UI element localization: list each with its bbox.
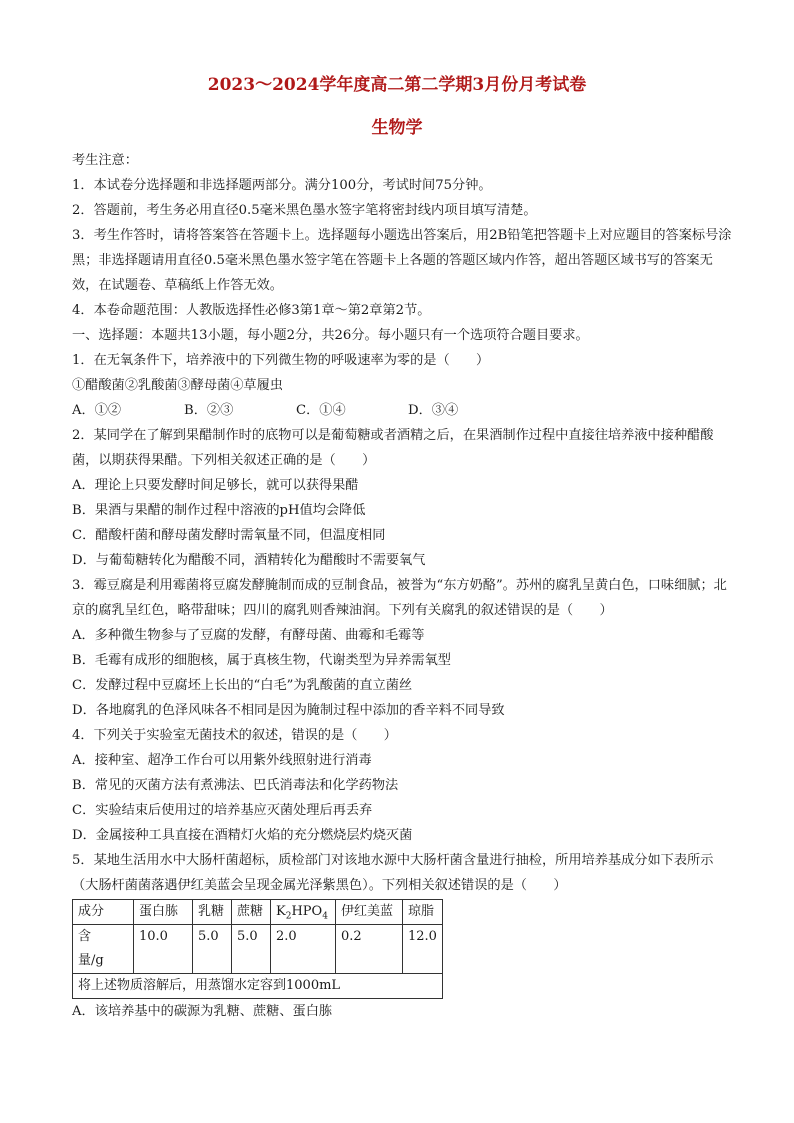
formula-sub: 2	[285, 911, 292, 922]
table-cell: 2.0	[271, 925, 336, 974]
option-c: C．实验结束后使用过的培养基应灭菌处理后再丢弃	[72, 803, 373, 818]
option-b: B．②③	[184, 403, 234, 418]
medium-composition-table	[72, 899, 443, 999]
table-header-row	[73, 900, 443, 925]
question-1-options	[72, 398, 732, 423]
question-5-stem: 5．某地生活用水中大肠杆菌超标，质检部门对该地水源中大肠杆菌含量进行抽检，所用培养基成分如下表所示（大肠杆菌菌落遇伊红美蓝会呈现金属光泽紫黑色）。下列相关叙述错误的是（ ）	[72, 853, 714, 893]
option-c: C．①④	[296, 403, 346, 418]
option-a: A．接种室、超净工作台可以用紫外线照射进行消毒	[72, 753, 372, 768]
option-d: D．各地腐乳的色泽风味各不相同是因为腌制过程中添加的香辛料不同导致	[72, 703, 505, 718]
option-a: A．理论上只要发酵时间足够长，就可以获得果醋	[72, 478, 359, 493]
table-footer: 将上述物质溶解后，用蒸馏水定容到1000mL	[73, 974, 443, 999]
option-a: A．多种微生物参与了豆腐的发酵，有酵母菌、曲霉和毛霉等	[72, 628, 425, 643]
exam-body	[72, 148, 732, 1024]
table-cell: 0.2	[336, 925, 403, 974]
note-item: 1．本试卷分选择题和非选择题两部分。满分100分，考试时间75分钟。	[72, 178, 492, 193]
option-c: C．发酵过程中豆腐坯上长出的“白毛”为乳酸菌的直立菌丝	[72, 678, 413, 693]
note-item: 4．本卷命题范围：人教版选择性必修3第1章～第2章第2节。	[72, 303, 431, 318]
formula-sub: 4	[322, 911, 328, 922]
table-row	[73, 925, 443, 974]
table-cell: 成分	[73, 900, 134, 925]
option-d: D．金属接种工具直接在酒精灯火焰的充分燃烧层灼烧灭菌	[72, 828, 413, 843]
option-d: D．③④	[408, 403, 459, 418]
question-1-stem: 1．在无氧条件下，培养液中的下列微生物的呼吸速率为零的是（ ）	[72, 353, 490, 368]
option-a: A．该培养基中的碳源为乳糖、蔗糖、蛋白胨	[72, 1004, 333, 1019]
table-cell: 10.0	[134, 925, 193, 974]
option-b: B．毛霉有成形的细胞核，属于真核生物，代谢类型为异养需氧型	[72, 653, 451, 668]
table-cell: 琼脂	[403, 900, 443, 925]
table-footer-row	[73, 974, 443, 999]
table-cell: 12.0	[403, 925, 443, 974]
section-heading: 一、选择题：本题共13小题，每小题2分，共26分。每小题只有一个选项符合题目要求。	[72, 328, 589, 343]
option-b: B．常见的灭菌方法有煮沸法、巴氏消毒法和化学药物法	[72, 778, 399, 793]
option-c: C．醋酸杆菌和酵母菌发酵时需氧量不同，但温度相同	[72, 528, 386, 543]
subject-title: 生物学	[371, 118, 423, 138]
formula-k: K	[276, 904, 286, 919]
table-cell-k2hpo4	[271, 900, 336, 925]
exam-title: 2023～2024学年度高二第二学期3月份月考试卷	[207, 75, 587, 95]
table-cell: 蔗糖	[232, 900, 271, 925]
question-1-list: ①醋酸菌②乳酸菌③酵母菌④草履虫	[72, 378, 283, 393]
question-3-stem: 3．霉豆腐是利用霉菌将豆腐发酵腌制而成的豆制食品，被誉为“东方奶酪”。苏州的腐乳呈黄白色，口味细腻；北京的腐乳呈红色，略带甜味；四川的腐乳则香辣油润。下列有关腐乳的叙述错误的是（ ）	[72, 578, 727, 618]
table-cell: 伊红美蓝	[336, 900, 403, 925]
formula-mid: HPO	[291, 904, 323, 919]
table-row-label: 含 量/g	[73, 925, 134, 974]
table-cell: 蛋白胨	[134, 900, 193, 925]
option-d: D．与葡萄糖转化为醋酸不同，酒精转化为醋酸时不需要氧气	[72, 553, 426, 568]
question-4-stem: 4．下列关于实验室无菌技术的叙述，错误的是（ ）	[72, 728, 397, 743]
note-item: 2．答题前，考生务必用直径0.5毫米黑色墨水签字笔将密封线内项目填写清楚。	[72, 203, 537, 218]
question-2-stem: 2．某同学在了解到果醋制作时的底物可以是葡萄糖或者酒精之后，在果酒制作过程中直接往培养液中接种醋酸菌，以期获得果醋。下列相关叙述正确的是（ ）	[72, 428, 714, 468]
note-item: 3．考生作答时，请将答案答在答题卡上。选择题每小题选出答案后，用2B铅笔把答题卡上对应题目的答案标号涂黑；非选择题请用直径0.5毫米黑色墨水签字笔在答题卡上各题的答题区域内作答，超出答题区域书写的答案无效，在试题卷、草稿纸上作答无效。	[72, 228, 732, 293]
table-cell: 5.0	[232, 925, 271, 974]
table-cell: 5.0	[193, 925, 232, 974]
option-a: A．①②	[72, 403, 122, 418]
notes-heading: 考生注意：	[72, 153, 138, 168]
option-b: B．果酒与果醋的制作过程中溶液的pH值均会降低	[72, 503, 366, 518]
table-cell: 乳糖	[193, 900, 232, 925]
